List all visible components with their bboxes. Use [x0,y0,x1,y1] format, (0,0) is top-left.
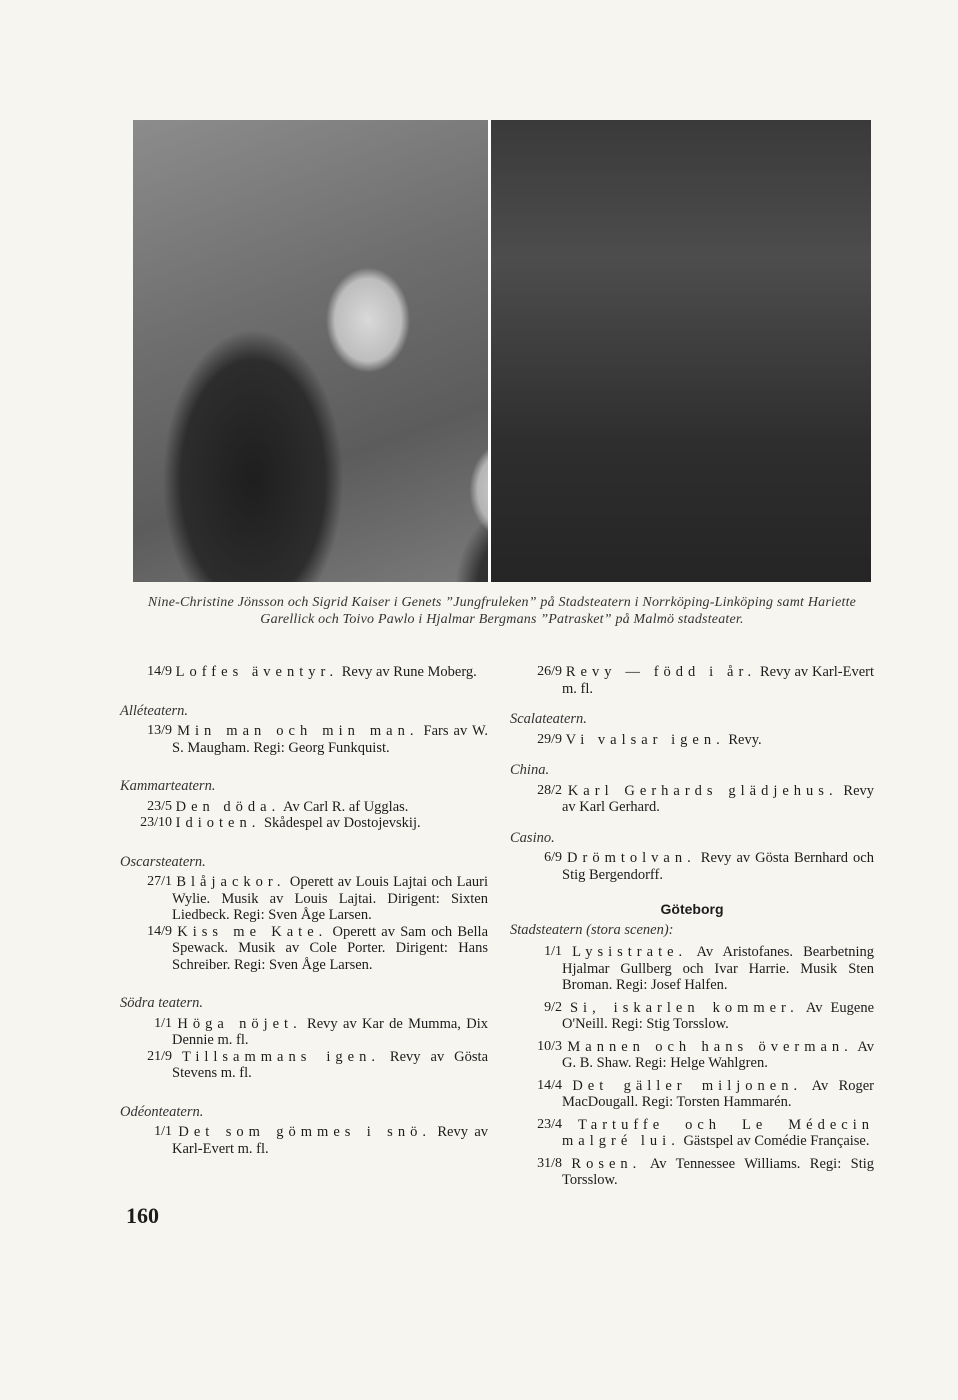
photo-spread [133,120,871,582]
entry-details: Revy av Gösta Bernhard och Stig Bergendorff. [562,850,874,883]
entry-title: Kiss me Kate. [177,923,328,940]
list-item [510,1039,874,1072]
entry-date: 14/9 [147,664,172,679]
entry-date: 29/9 [537,731,562,747]
venue-name: Kammarteatern. [120,778,216,794]
list-item [120,1124,488,1157]
list-item [120,924,488,974]
venue-name: China. [510,762,550,778]
entry-details: Revy av Gösta Stevens m. fl. [172,1048,488,1081]
entry-details: Av Roger MacDougall. Regi: Torsten Hammarén. [562,1077,875,1110]
photo-patrasket [491,120,871,582]
list-item [510,1156,874,1189]
list-item [510,944,874,994]
entry-title: Höga nöjet. [177,1015,302,1032]
entry-title: Lysistrate. [572,944,688,960]
entry-date: 23/5 [147,798,172,814]
entry-details: Av Tennessee Williams. Regi: Stig Torsslow. [562,1155,874,1188]
city-heading: Göteborg [660,901,724,917]
venue-name: Oscarsteatern. [120,853,206,870]
venue-name: Södra teatern. [120,995,203,1011]
entry-title: Si, iskarlen kommer. [569,999,799,1016]
venue-name: Stadsteatern (stora scenen): [510,921,674,938]
photo-caption: Nine-Christine Jönsson och Sigrid Kaiser i Genets ”Jungfruleken” på Stadsteatern i Norrköping-Linköping samt Hariette Garellick och Toivo Pawlo i Hjalmar Bergmans ”Patrasket” på Malmö stadsteater. [147,595,857,627]
list-item [120,1049,488,1082]
entry-date: 1/1 [154,1124,172,1139]
entry-details: Revy av Karl-Evert m. fl. [172,1124,489,1157]
entry-details: Skådespel av Dostojevskij. [260,815,421,831]
list-item [510,783,874,816]
entry-title: Det gäller miljonen. [572,1077,803,1094]
entry-date: 1/1 [544,944,562,959]
photo-jungfruleken [133,120,488,582]
entry-details: Operett av Sam och Bella Spewack. Musik av Cole Porter. Dirigent: Hans Schreiber. Regi: Sven Åge Larsen. [172,923,489,973]
entry-title: Min man och min man. [177,723,419,739]
entry-details: Fars av W. S. Maugham. Regi: Georg Funkquist. [172,723,489,756]
entry-details: Revy. [724,731,762,748]
entry-date: 23/4 [537,1116,562,1132]
list-item [510,732,874,749]
list-item [510,1000,874,1033]
entry-title: Drömtolvan. [567,850,696,866]
list-item [120,1016,488,1049]
entry-title: Idioten. [175,815,261,831]
entry-date: 14/9 [147,923,172,939]
entry-date: 28/2 [537,782,562,798]
entry-details: Operett av Louis Lajtai och Lauri Wylie. Musik av Louis Lajtai. Dirigent: Sixten Liedbeck. Regi: Sven Åge Larsen. [172,874,489,923]
venue-name: Casino. [510,829,555,846]
entry-title: Tillsammans igen. [181,1048,380,1065]
left-column [120,664,488,1157]
entry-title: Blåjackor. [176,874,286,890]
venue-name: Odéonteatern. [120,1103,204,1120]
entry-details: Revy av Karl-Evert m. fl. [562,664,874,697]
entry-date: 26/9 [537,664,562,679]
list-item [120,799,488,816]
entry-details: Av Eugene O'Neill. Regi: Stig Torsslow. [562,999,875,1032]
entry-date: 31/8 [537,1155,562,1171]
list-item [120,723,488,756]
list-item [120,815,488,832]
entry-date: 13/9 [147,723,172,738]
entry-date: 6/9 [544,850,562,865]
entry-details: Av Carl R. af Ugglas. [280,798,409,815]
entry-title: Vi valsar igen. [565,731,725,748]
entry-details: Revy av Rune Moberg. [338,664,477,680]
entry-title: Loffes äventyr. [175,664,339,680]
page-number: 160 [126,1203,159,1228]
entry-title: Den döda. [175,798,281,815]
entry-date: 1/1 [154,1015,172,1031]
entry-title: Karl Gerhards glädjehus. [567,782,838,799]
venue-name: Alléteatern. [120,702,189,719]
list-item [120,874,488,924]
entry-details: Gästspel av Comédie Française. [679,1133,870,1149]
entry-title: Det som gömmes i snö. [178,1124,431,1140]
entry-date: 9/2 [544,999,562,1015]
entry-date: 23/10 [140,815,172,830]
list-item [510,1117,874,1150]
entry-details: Av Aristofanes. Bearbetning Hjalmar Gullberg och Ivar Harrie. Musik Sten Broman. Regi: Josef Halfen. [562,944,874,993]
entry-details: Av G. B. Shaw. Regi: Helge Wahlgren. [562,1038,874,1071]
right-column [510,664,874,1189]
entry-details: Revy av Kar de Mumma, Dix Dennie m. fl. [172,1015,488,1048]
venue-name: Scalateatern. [510,711,587,727]
entry-details: Revy av Karl Gerhard. [562,782,875,815]
list-item [510,664,874,697]
entry-date: 21/9 [147,1048,172,1064]
entry-title: Tartuffe och Le Médecin malgré lui. [562,1116,874,1149]
list-item [510,1078,874,1111]
entry-date: 10/3 [537,1038,562,1054]
entry-title: Mannen och hans överman. [567,1038,853,1055]
entry-title: Revy — född i år. [565,664,757,680]
entry-title: Rosen. [571,1155,642,1172]
entry-date: 14/4 [537,1077,562,1093]
list-item [120,664,488,681]
list-item [510,850,874,883]
entry-date: 27/1 [147,874,172,889]
